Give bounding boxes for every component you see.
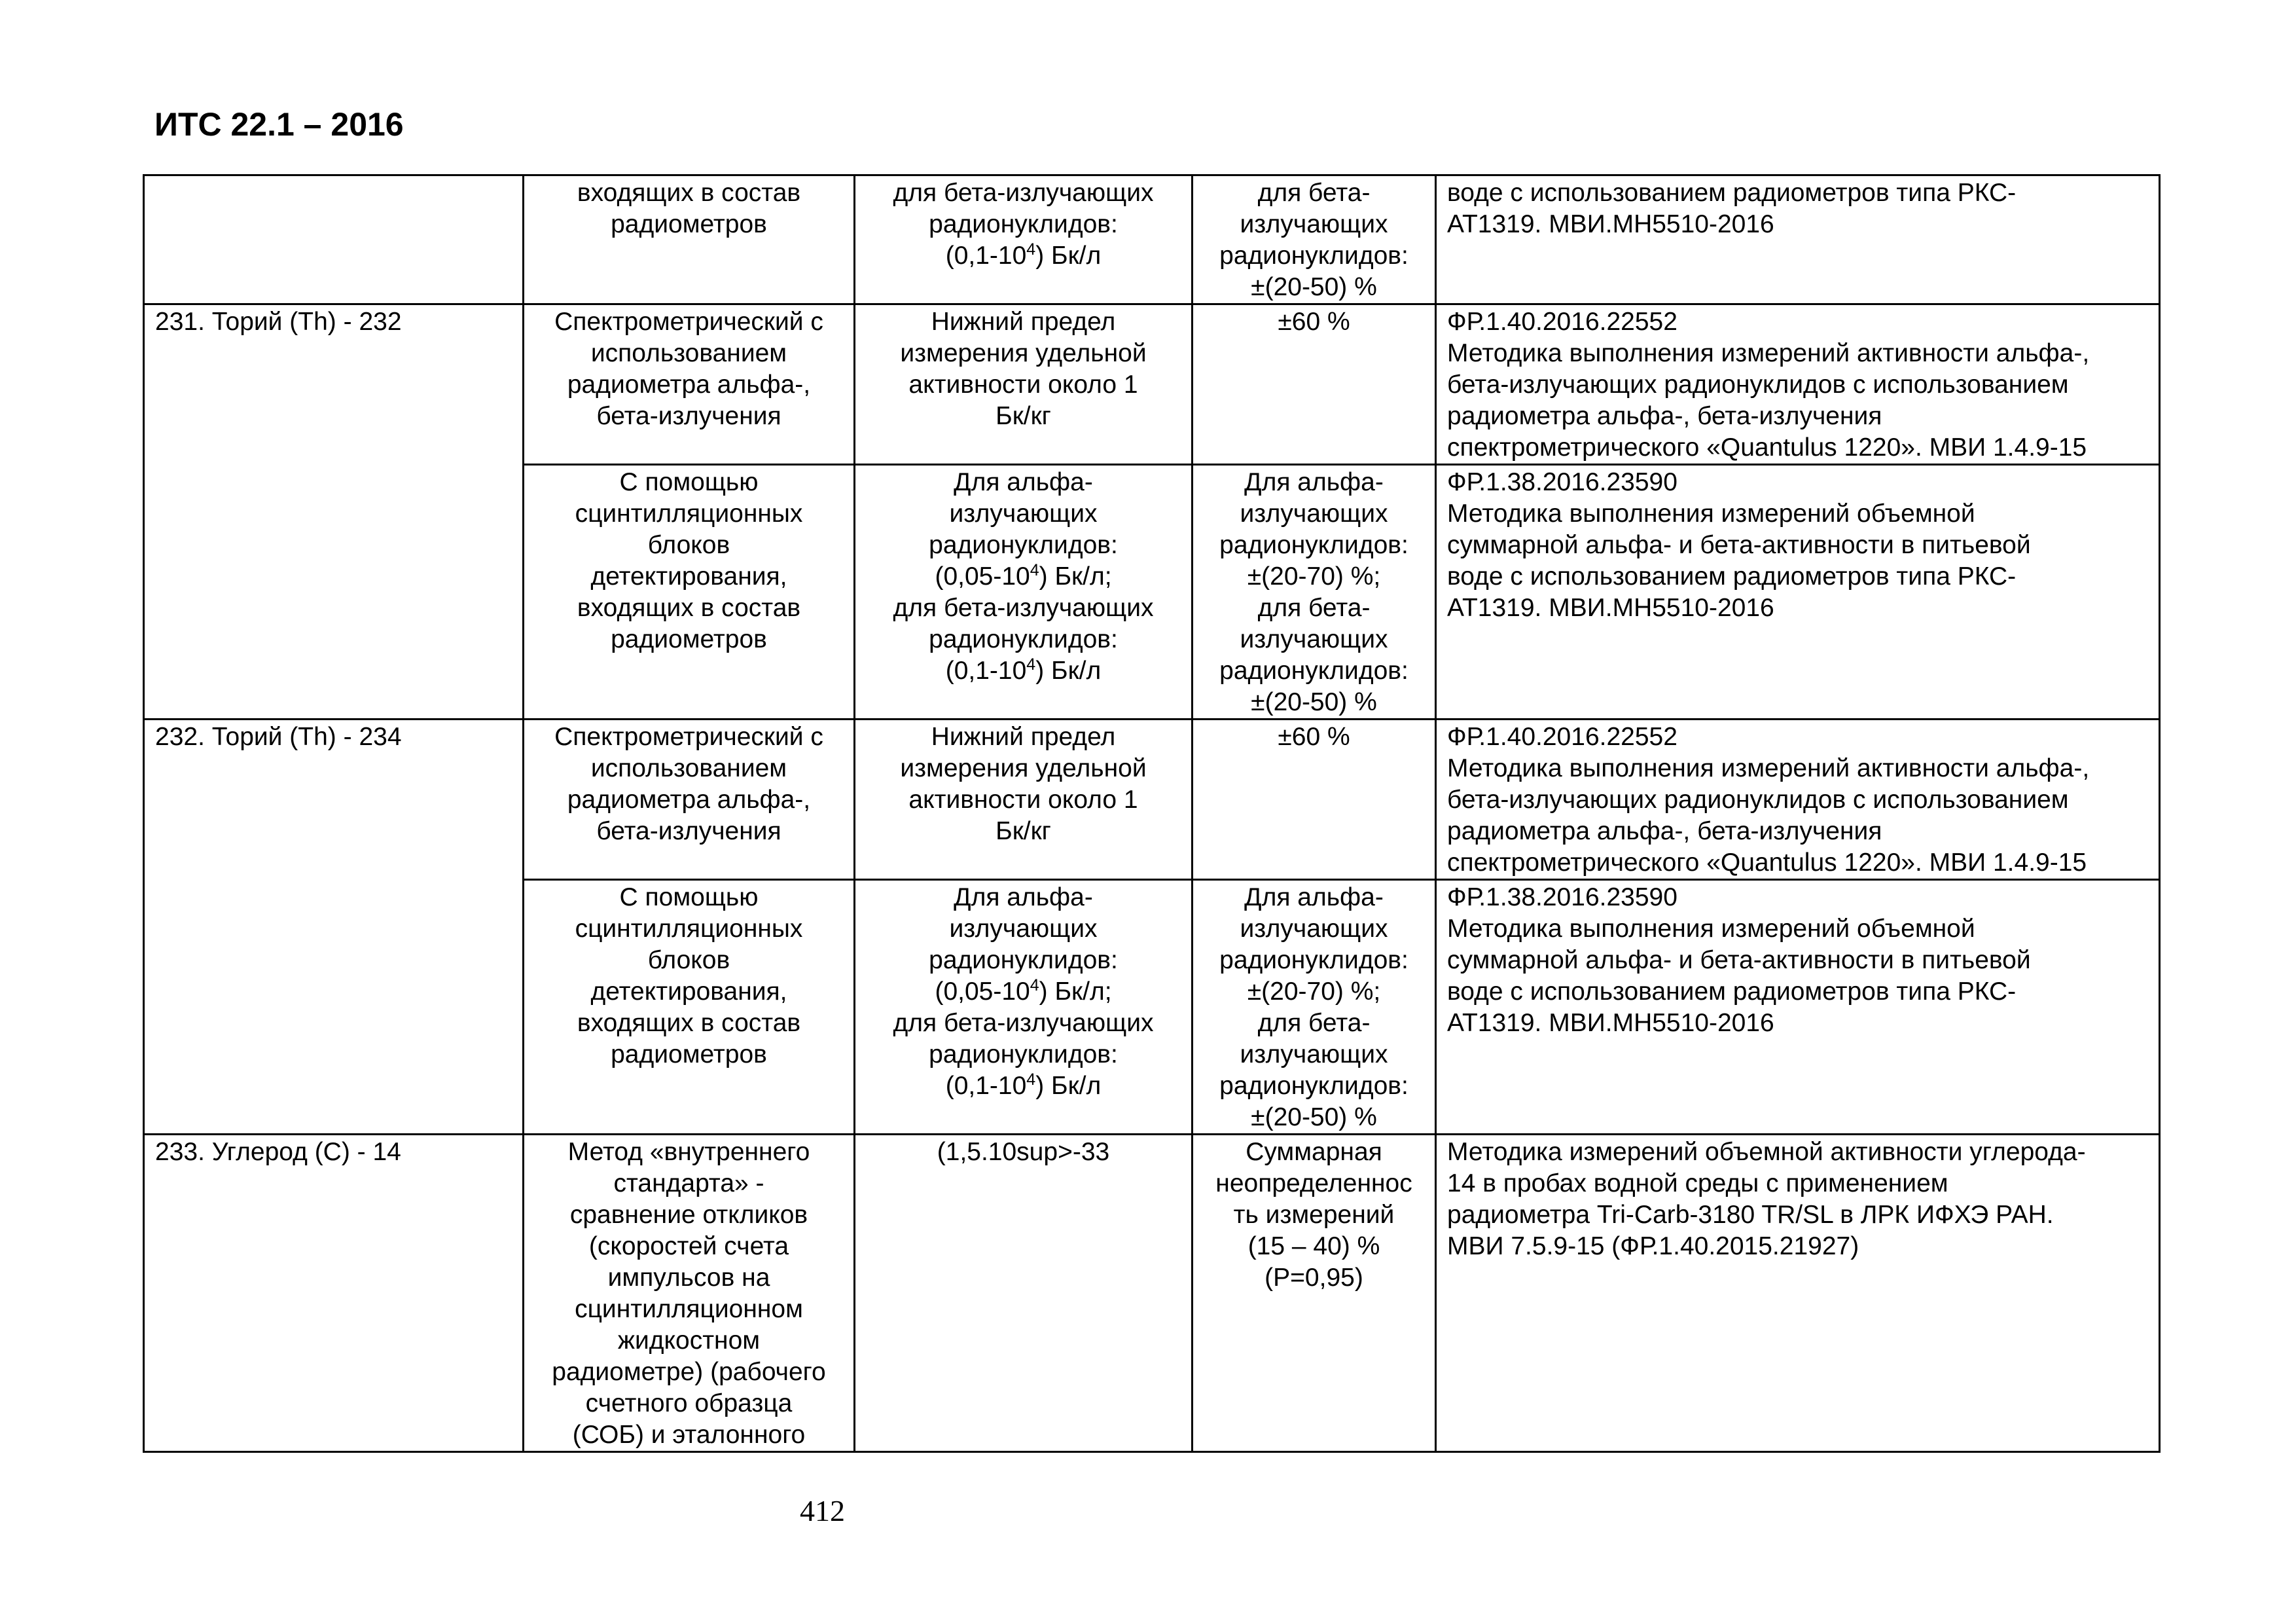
element-cell (144, 175, 524, 304)
exponent: 4 (1026, 1070, 1036, 1089)
table-row (144, 720, 2160, 880)
document-header: ИТС 22.1 – 2016 (154, 106, 404, 143)
range-text: Для альфа- излучающих радионуклидов: (0,05-10 (929, 883, 1118, 1006)
range-text: для бета-излучающих радионуклидов: (0,1-10 (893, 179, 1154, 270)
range-cell (855, 880, 1193, 1135)
element-cell: 231. Торий (Th) - 232 (144, 304, 524, 720)
exponent: 4 (1026, 240, 1036, 259)
error-cell: ±60 % (1193, 304, 1436, 465)
reference-cell: ФР.1.38.2016.23590 Методика выполнения измерений объемной суммарной альфа- и бета-активности в питьевой воде с использованием радиометров типа РКС- АТ1319. МВИ.МН5510-2016 (1436, 880, 2160, 1135)
methods-table (143, 174, 2161, 1453)
reference-cell: Методика измерений объемной активности углерода- 14 в пробах водной среды с применением радиометра Tri-Carb-3180 TR/SL в ЛРК ИФХЭ РАН. МВИ 7.5.9-15 (ФР.1.40.2015.21927) (1436, 1135, 2160, 1452)
range-text: ) Бк/л (1035, 242, 1102, 270)
range-cell (855, 465, 1193, 720)
element-cell: 233. Углерод (С) - 14 (144, 1135, 524, 1452)
table-row (144, 1135, 2160, 1452)
reference-cell: ФР.1.40.2016.22552 Методика выполнения измерений активности альфа-, бета-излучающих радионуклидов с использованием радиометра альфа-, бета-излучения спектрометрического «Quantulus 1220». МВИ 1.4.9-15 (1436, 304, 2160, 465)
range-text: ) Бк/л (1035, 657, 1102, 685)
reference-cell: воде с использованием радиометров типа РКС- АТ1319. МВИ.МН5510-2016 (1436, 175, 2160, 304)
method-cell: Метод «внутреннего стандарта» - сравнение откликов (скоростей счета импульсов на сцинтилляционном жидкостном радиометре) (рабочего счетного образца (СОБ) и эталонного (524, 1135, 855, 1452)
error-cell: ±60 % (1193, 720, 1436, 880)
range-text: Для альфа- излучающих радионуклидов: (0,05-10 (929, 468, 1118, 591)
reference-cell: ФР.1.38.2016.23590 Методика выполнения измерений объемной суммарной альфа- и бета-активности в питьевой воде с использованием радиометров типа РКС- АТ1319. МВИ.МН5510-2016 (1436, 465, 2160, 720)
table-row (144, 304, 2160, 465)
reference-cell: ФР.1.40.2016.22552 Методика выполнения измерений активности альфа-, бета-излучающих радионуклидов с использованием радиометра альфа-, бета-излучения спектрометрического «Quantulus 1220». МВИ 1.4.9-15 (1436, 720, 2160, 880)
element-cell: 232. Торий (Th) - 234 (144, 720, 524, 1135)
error-cell: Для альфа- излучающих радионуклидов: ±(20-70) %; для бета- излучающих радионуклидов: ±(20-50) % (1193, 465, 1436, 720)
page-number: 412 (800, 1494, 845, 1527)
table-row (144, 175, 2160, 304)
range-cell (855, 175, 1193, 304)
error-cell: Для альфа- излучающих радионуклидов: ±(20-70) %; для бета- излучающих радионуклидов: ±(20-50) % (1193, 880, 1436, 1135)
method-cell: входящих в состав радиометров (524, 175, 855, 304)
range-text: ) Бк/л (1035, 1072, 1102, 1100)
method-cell: С помощью сцинтилляционных блоков детектирования, входящих в состав радиометров (524, 880, 855, 1135)
range-text: ) Бк/л; для бета-излучающих радионуклидов: (0,1-10 (893, 977, 1154, 1100)
error-cell: для бета- излучающих радионуклидов: ±(20-50) % (1193, 175, 1436, 304)
range-cell: Нижний предел измерения удельной активности около 1 Бк/кг (855, 304, 1193, 465)
exponent: 4 (1026, 655, 1036, 674)
exponent: 4 (1030, 561, 1039, 579)
error-cell: Суммарная неопределеннос ть измерений (15 – 40) % (Р=0,95) (1193, 1135, 1436, 1452)
method-cell: С помощью сцинтилляционных блоков детектирования, входящих в состав радиометров (524, 465, 855, 720)
method-cell: Спектрометрический с использованием радиометра альфа-, бета-излучения (524, 720, 855, 880)
method-cell: Спектрометрический с использованием радиометра альфа-, бета-излучения (524, 304, 855, 465)
exponent: 4 (1030, 976, 1039, 994)
range-cell: (1,5.10sup>-33 (855, 1135, 1193, 1452)
range-cell: Нижний предел измерения удельной активности около 1 Бк/кг (855, 720, 1193, 880)
range-text: ) Бк/л; для бета-излучающих радионуклидов: (0,1-10 (893, 562, 1154, 685)
